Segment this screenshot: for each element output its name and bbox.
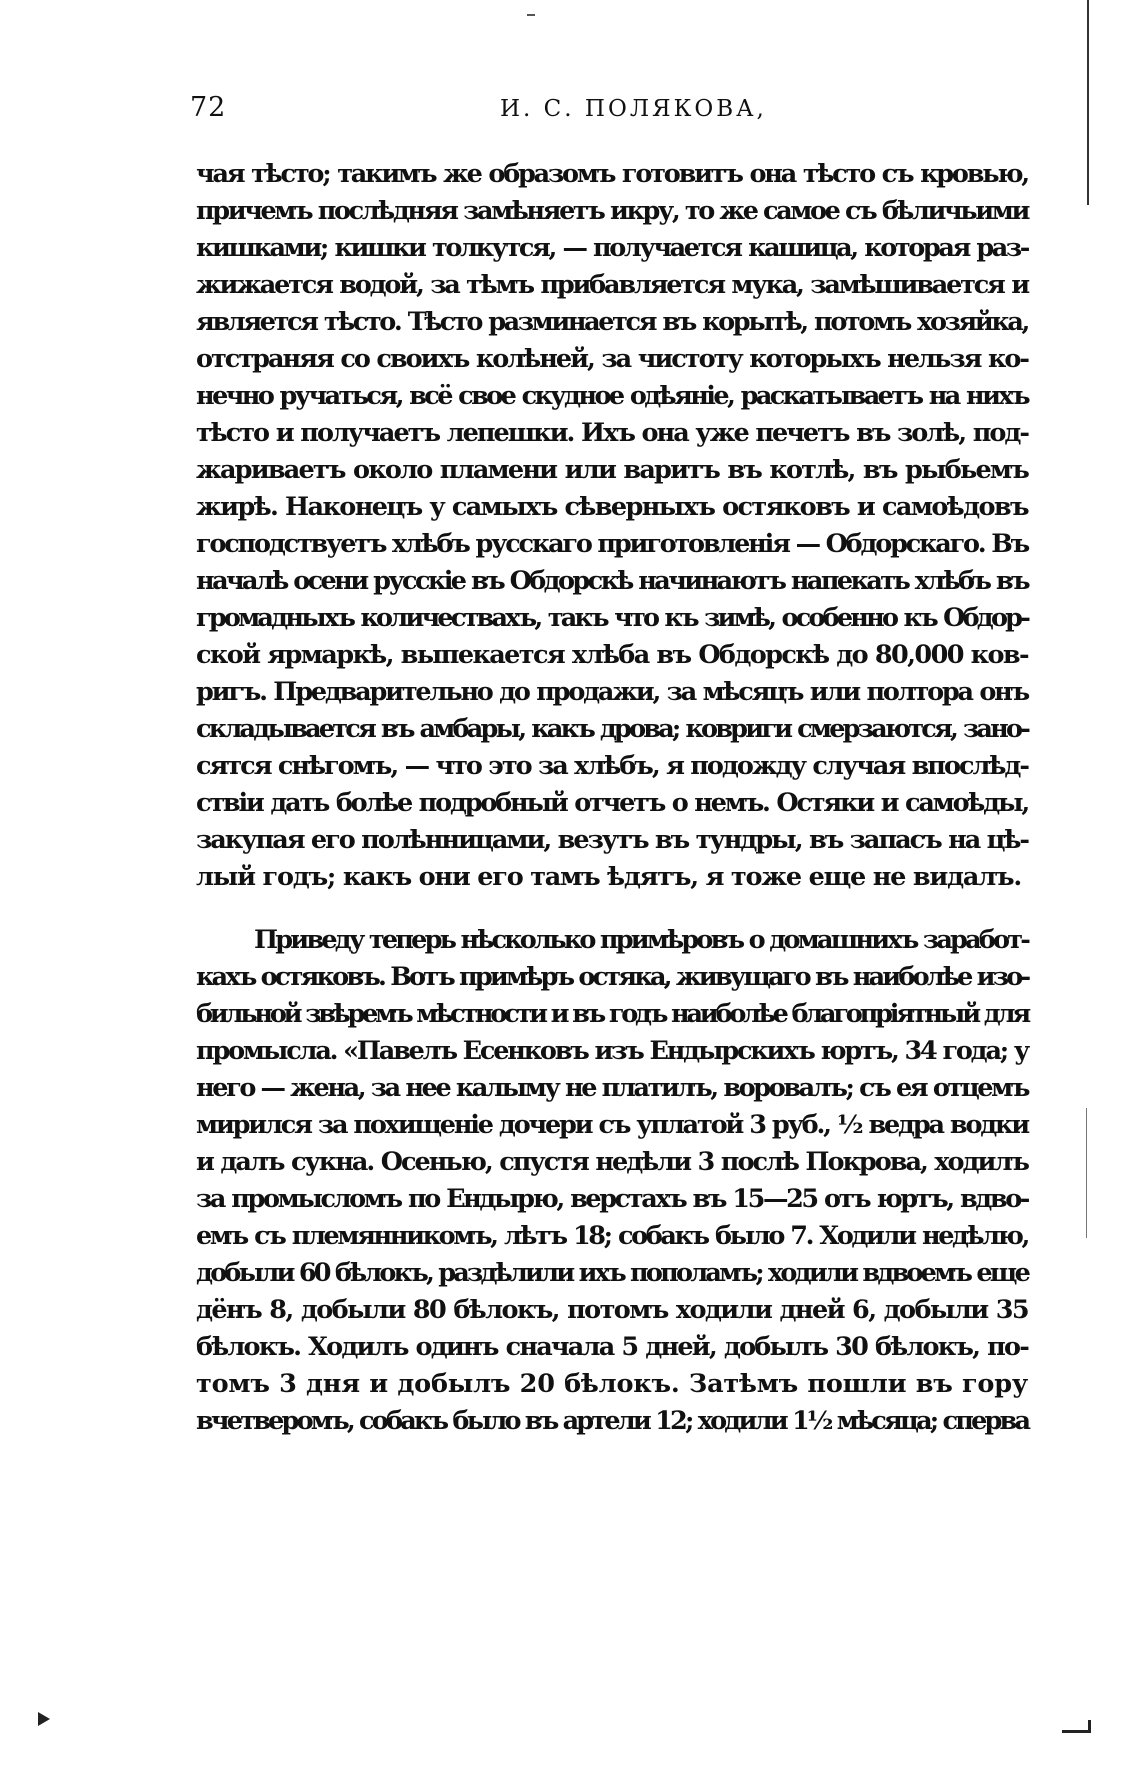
text-line: Приведу теперь нѣсколько примѣровъ о домашнихъ заработ- [254,925,1028,955]
top-tick-mark [527,14,535,16]
running-head: И. С. ПОЛЯКОВА, [500,96,767,122]
text-line: складывается въ амбары, какъ дрова; ковриги смерзаются, зано- [196,714,1028,744]
right-margin-rule [1087,0,1089,205]
text-line: и далъ сукна. Осенью, спустя недѣли 3 послѣ Покрова, ходилъ [196,1147,1028,1177]
text-line: лый годъ; какъ они его тамъ ѣдятъ, я тоже еще не видалъ. [196,862,1022,892]
text-line: дёнъ 8, добыли 80 бѣлокъ, потомъ ходили дней 6, добыли 35 [196,1295,1028,1325]
text-line: ской ярмаркѣ, выпекается хлѣба въ Обдорскѣ до 80,000 ков- [196,640,1028,670]
paragraph-2 [196,922,1028,1440]
scan-corner-mark [1062,1720,1091,1733]
text-line: ригъ. Предварительно до продажи, за мѣсяцъ или полтора онъ [196,677,1028,707]
text-line: жирѣ. Наконецъ у самыхъ сѣверныхъ остяковъ и самоѣдовъ [196,492,1028,522]
right-margin-rule-lower [1086,1108,1087,1238]
text-line: закупая его полѣнницами, везутъ въ тундры, въ запасъ на цѣ- [196,825,1028,855]
text-line: кишками; кишки толкутся, — получается кашица, которая раз- [196,233,1028,263]
text-line: нечно ручаться, всё свое скудное одѣяніе, раскатываетъ на нихъ [196,381,1028,411]
text-line: сятся снѣгомъ, — что это за хлѣбъ, я подожду случая впослѣд- [196,751,1028,781]
text-line: тѣсто и получаетъ лепешки. Ихъ она уже печетъ въ золѣ, под- [196,418,1028,448]
text-line: бильной звѣремъ мѣстности и въ годъ наиболѣе благопріятный для [196,999,1028,1029]
text-line: томъ 3 дня и добылъ 20 бѣлокъ. Затѣмъ пошли въ гору [196,1369,1028,1399]
text-line: мирился за похищеніе дочери съ уплатой 3 руб., ½ ведра водки [196,1110,1028,1140]
text-line: громадныхъ количествахъ, такъ что къ зимѣ, особенно къ Обдор- [196,603,1028,633]
text-line: емъ съ племянникомъ, лѣтъ 18; собакъ было 7. Ходили недѣлю, [196,1221,1028,1251]
text-line: чая тѣсто; такимъ же образомъ готовитъ она тѣсто съ кровью, [196,159,1028,189]
text-line: добыли 60 бѣлокъ, раздѣлили ихъ пополамъ; ходили вдвоемъ еще [196,1258,1028,1288]
text-line: жариваетъ около пламени или варитъ въ котлѣ, въ рыбьемъ [196,455,1028,485]
paragraph-gap [196,896,1028,922]
text-line: отстраняя со своихъ колѣней, за чистоту которыхъ нельзя ко- [196,344,1028,374]
text-line: кахъ остяковъ. Вотъ примѣръ остяка, живущаго въ наиболѣе изо- [196,962,1029,992]
text-line: причемъ послѣдняя замѣняетъ икру, то же самое съ бѣличьими [196,196,1028,226]
text-line: промысла. «Павелъ Есенковъ изъ Ендырскихъ юртъ, 34 года; у [196,1036,1028,1066]
text-line: вчетверомъ, собакъ было въ артели 12; ходили 1½ мѣсяца; сперва [196,1406,1029,1436]
text-line: бѣлокъ. Ходилъ одинъ сначала 5 дней, добылъ 30 бѣлокъ, по- [196,1332,1028,1362]
text-line: является тѣсто. Тѣсто разминается въ корытѣ, потомъ хозяйка, [196,307,1028,337]
text-line: началѣ осени русскіе въ Обдорскѣ начинаютъ напекать хлѣбъ въ [196,566,1028,596]
text-line: жижается водой, за тѣмъ прибавляется мука, замѣшивается и [196,270,1028,300]
text-block [196,156,1028,1440]
paragraph-1 [196,156,1028,896]
text-line: него — жена, за нее калыму не платилъ, воровалъ; съ ея отцемъ [196,1073,1028,1103]
page-number: 72 [190,92,227,123]
text-line: ствіи дать болѣе подробный отчетъ о немъ. Остяки и самоѣды, [196,788,1028,818]
text-line: господствуетъ хлѣбъ русскаго приготовленія — Обдорскаго. Въ [196,529,1028,559]
text-line: за промысломъ по Ендырю, верстахъ въ 15—25 отъ юртъ, вдво- [196,1184,1028,1214]
scan-arrow-mark [38,1712,50,1726]
